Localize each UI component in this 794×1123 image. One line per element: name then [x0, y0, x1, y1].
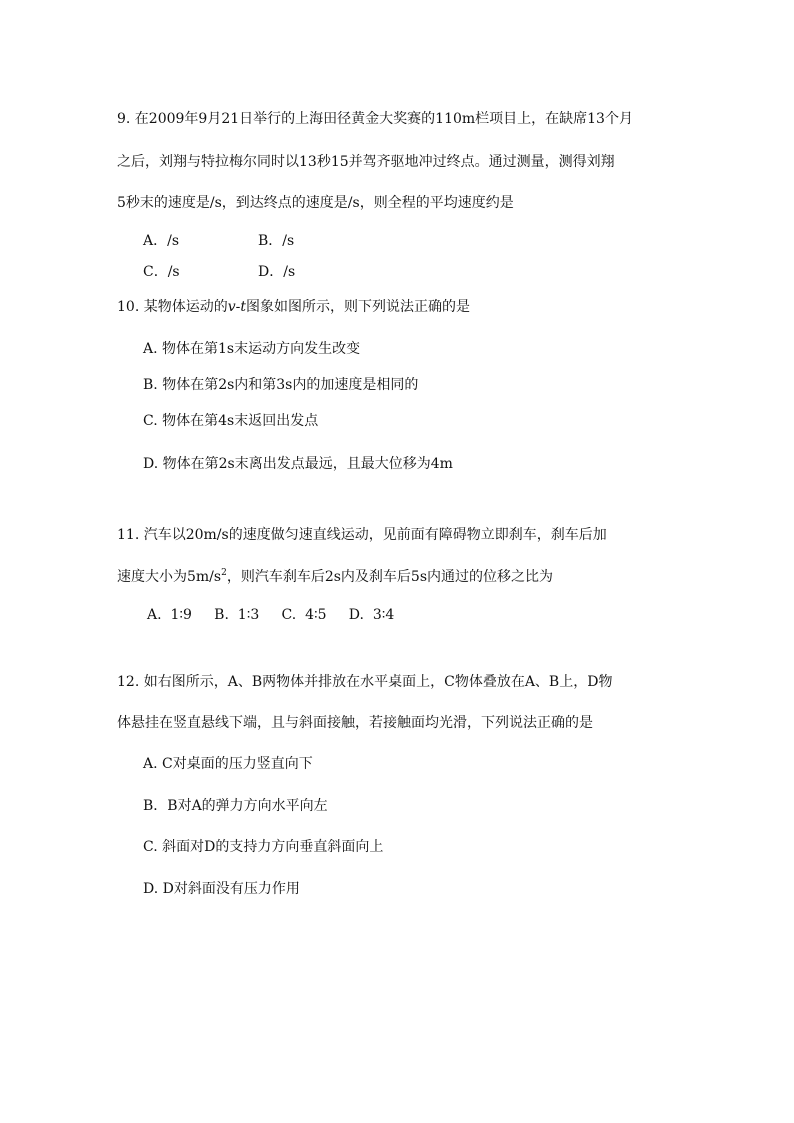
q11-options: A. 1∶9 B. 1∶3 C. 4∶5 D. 3∶4 [147, 607, 395, 623]
q10-stem-dash: - [235, 299, 241, 315]
q9-option-c: C．/s [143, 264, 180, 280]
q12-option-a: A. C对桌面的压力竖直向下 [143, 756, 313, 772]
q10-stem-t: t [240, 299, 247, 315]
q12-option-c: C. 斜面对D的支持力方向垂直斜面向上 [143, 839, 384, 855]
q10-stem [117, 298, 470, 316]
q12-option-b: B．B对A的弹力方向水平向左 [143, 798, 328, 814]
q11-stem-line2-suffix: ，则汽车刹车后2s内及刹车后5s内通过的位移之比为 [226, 569, 554, 585]
q10-option-b: B. 物体在第2s内和第3s内的加速度是相同的 [143, 377, 419, 393]
q10-stem-prefix: 10. 某物体运动的 [117, 299, 228, 315]
q11-stem-line2 [117, 568, 553, 586]
q10-option-c: C. 物体在第4s末返回出发点 [143, 413, 319, 429]
q9-option-a: A．/s [143, 233, 180, 249]
q9-option-b: B．/s [258, 233, 295, 249]
q11-stem-superscript: 2 [221, 568, 227, 578]
q9-stem-line2: 之后，刘翔与特拉梅尔同时以13秒15并驾齐驱地冲过终点。通过测量，测得刘翔 [117, 154, 615, 170]
q9-stem-line3: 5秒末的速度是/s，到达终点的速度是/s，则全程的平均速度约是 [117, 195, 514, 211]
q11-stem-line2-prefix: 速度大小为5m/s [117, 569, 222, 585]
q12-stem-line1: 12. 如右图所示，A、B两物体并排放在水平桌面上，C物体叠放在A、B上，D物 [117, 674, 613, 690]
q12-stem-line2: 体悬挂在竖直悬线下端，且与斜面接触，若接触面均光滑，下列说法正确的是 [117, 715, 593, 731]
q10-option-d: D. 物体在第2s末离出发点最远，且最大位移为4m [143, 456, 453, 472]
q12-option-d: D. D对斜面没有压力作用 [143, 881, 300, 897]
q10-option-a: A. 物体在第1s末运动方向发生改变 [143, 341, 361, 357]
q9-stem-line1: 9. 在2009年9月21日举行的上海田径黄金大奖赛的110m栏项目上，在缺席13个月 [117, 111, 633, 127]
q10-stem-v: v [227, 299, 236, 315]
q10-stem-suffix: 图象如图所示，则下列说法正确的是 [246, 299, 471, 315]
q9-option-d: D．/s [258, 264, 296, 280]
q11-stem-line1: 11. 汽车以20m/s的速度做匀速直线运动，见前面有障碍物立即刹车，刹车后加 [117, 527, 607, 543]
